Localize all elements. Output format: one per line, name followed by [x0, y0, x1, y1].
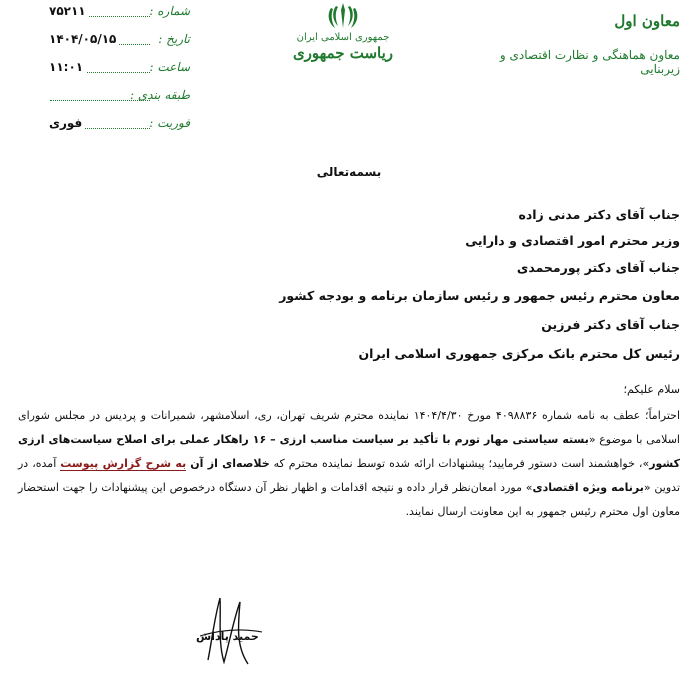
addressee-1: جناب آقای دکتر مدنی زاده	[518, 207, 680, 222]
time-label: ساعت :	[149, 60, 190, 74]
date-value: ۱۴۰۴/۰۵/۱۵	[46, 32, 119, 46]
body-summary: خلاصه‌ای از آن	[190, 457, 270, 470]
signer-name: حمید پاداش	[196, 630, 259, 643]
body-text-1: احتراماً؛ عطف به نامه شماره ۴۰۹۸۸۳۶ مورخ ۱۴۰۴/۴/۳۰ نماینده محترم شریف تهران، ری، اسلامشهر، شمیرانات و پردیس در مجلس شورای اسلامی با موضوع «	[18, 409, 680, 446]
department-title: معاون هماهنگی و نظارت اقتصادی و زیربنایی	[499, 48, 680, 76]
urgency-value: فوری	[46, 116, 85, 130]
body-text-4: » مورد امعان‌نظر قرار داده و نتیجه اقدامات و اظهار نظر آن دستگاه درخصوص این پیشنهادات را جهت استحضار معاون اول محترم رئیس جمهور به این معاونت ارسال نمایند.	[18, 481, 680, 518]
meta-date-row	[20, 28, 190, 56]
time-value: ۱۱:۰۱	[46, 60, 86, 74]
meta-urgency-row	[20, 112, 190, 140]
letter-meta	[20, 0, 190, 140]
iran-emblem-icon	[326, 2, 360, 30]
addressee-6: رئیس کل محترم بانک مرکزی جمهوری اسلامی ایران	[358, 346, 680, 361]
addressee-4: معاون محترم رئیس جمهور و رئیس سازمان برنامه و بودجه کشور	[279, 288, 680, 303]
classification-label: طبقه بندی :	[130, 88, 190, 102]
body-program: برنامه ویژه اقتصادی	[532, 481, 644, 494]
body-text-2: »، خواهشمند است دستور فرمایید؛ پیشنهادات ارائه شده توسط نماینده محترم که	[269, 457, 650, 470]
body-attachment-ref: به شرح گزارش پیوست	[60, 457, 187, 470]
number-label: شماره :	[149, 4, 190, 18]
republic-name: جمهوری اسلامی ایران	[296, 32, 390, 43]
presidency-emblem-block	[288, 0, 398, 62]
meta-time-row	[20, 56, 190, 84]
urgency-label: فوریت :	[149, 116, 190, 130]
date-label: تاریخ :	[158, 32, 190, 46]
addressee-5: جناب آقای دکتر فرزین	[541, 317, 680, 332]
greeting: سلام علیکم؛	[623, 383, 680, 396]
addressee-3: جناب آقای دکتر پورمحمدی	[516, 260, 680, 275]
office-header	[460, 8, 680, 76]
body-text-3: آمده، در تدوین «	[18, 457, 681, 494]
number-value: ۷۵۲۱۱	[46, 4, 89, 18]
letter-body	[18, 404, 680, 524]
addressee-2: وزیر محترم امور اقتصادی و دارایی	[465, 233, 680, 248]
meta-classification-row	[20, 84, 190, 112]
office-title: معاون اول	[614, 12, 680, 30]
bismillah: بسمه‌تعالی	[316, 165, 382, 179]
presidency-name: ریاست جمهوری	[292, 44, 394, 62]
meta-number-row	[20, 0, 190, 28]
body-subject: بسته سیاستی مهار تورم با تأکید بر سیاست مناسب ارزی – ۱۶ راهکار عملی برای اصلاح سیاست‌های ارزی کشور	[18, 433, 681, 470]
classification-dots	[50, 100, 150, 101]
